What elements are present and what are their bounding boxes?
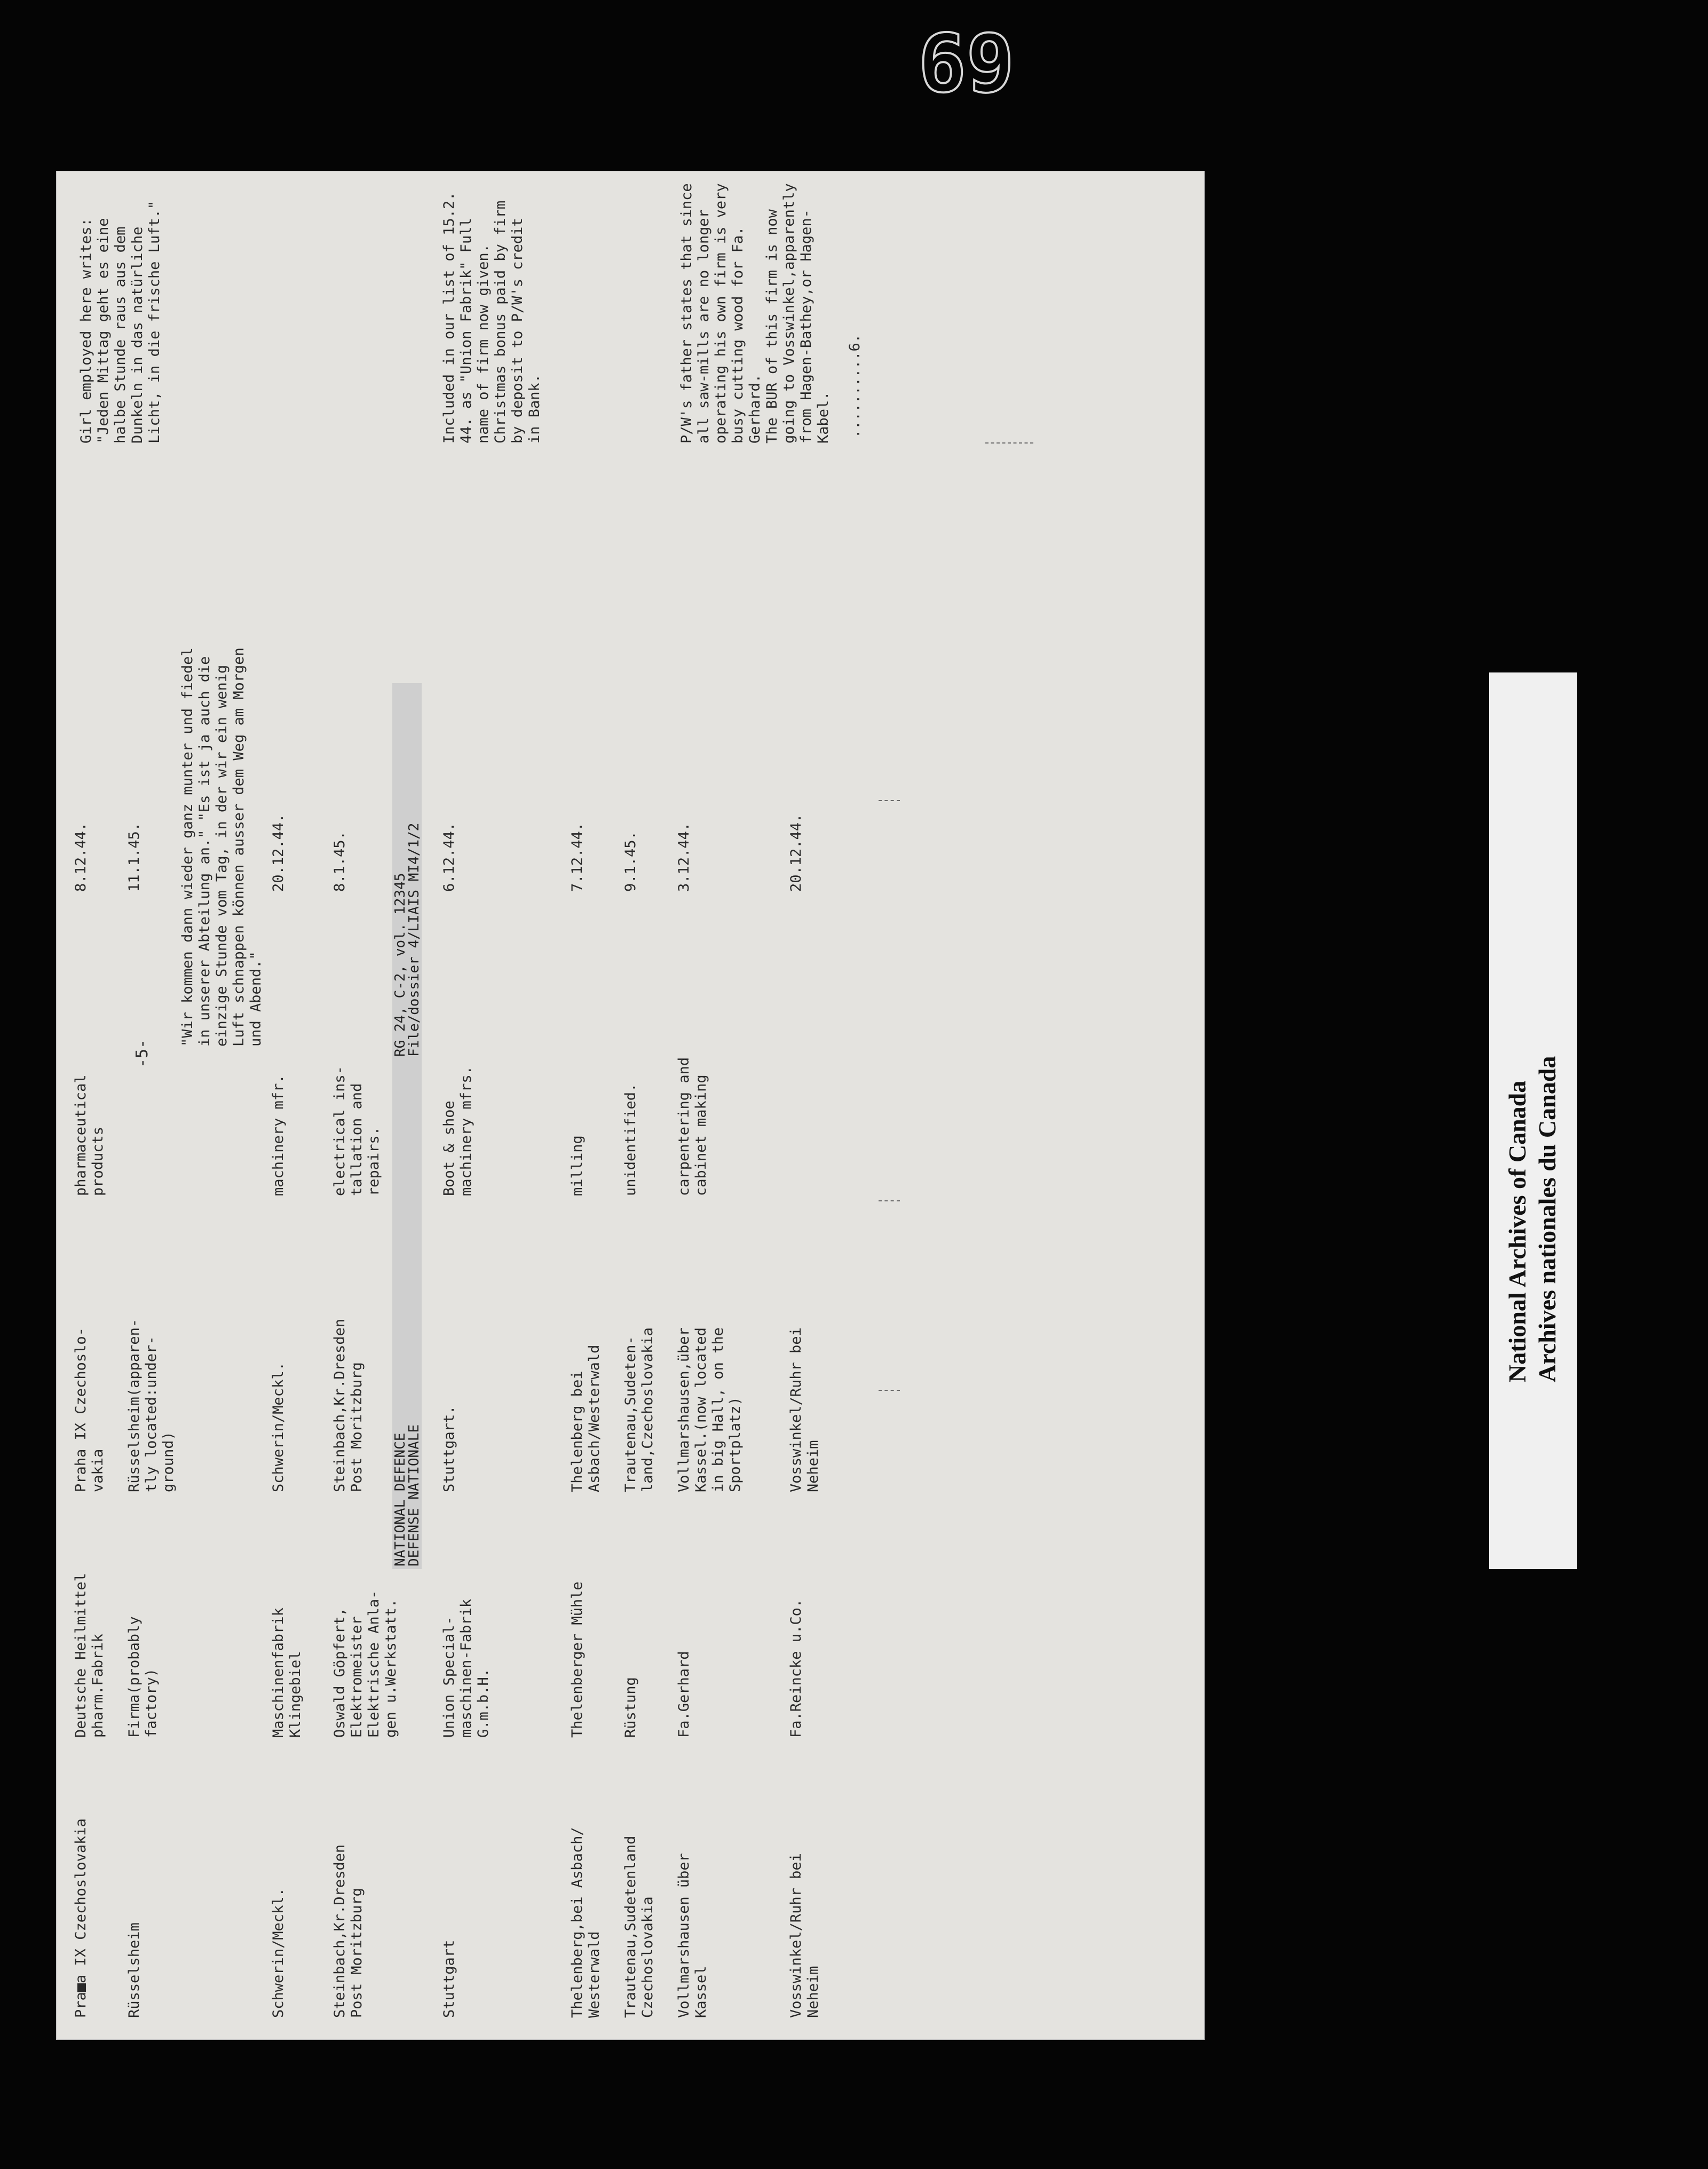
continuation-marker: ..........6. xyxy=(847,334,863,438)
row-3-place: Schwerin/Meckl. xyxy=(270,1888,287,2018)
row-6-place: Thelenberg,bei Asbach/ Westerwald xyxy=(569,1827,603,2018)
archive-line-national-defence: NATIONAL DEFENCE xyxy=(392,1432,408,1566)
row-5-firm: Union Special- maschinen-Fabrik G.m.b.H. xyxy=(441,1598,492,1738)
row-8-address: Vollmarshausen,über Kassel.(now located in big Hall, on the Sportplatz) xyxy=(676,1327,744,1492)
row-9-firm: Fa.Reincke u.Co. xyxy=(788,1598,804,1738)
row-1-place: Pra■a IX Czechoslovakia xyxy=(73,1818,89,2018)
archive-line-defense-nationale: DEFENSE NATIONALE xyxy=(406,1424,422,1566)
row-2-remarks-continued: "Wir kommen dann wieder ganz munter und fiedel in unserer Abteilung an." "Es ist ja auch die einzige Stunde vom Tag, in der wir ein wenig Luft schnappen können ausser dem Weg am Morgen und Abend." xyxy=(179,647,264,1047)
column-divider xyxy=(879,1390,900,1391)
row-6-product: milling xyxy=(569,1135,586,1196)
row-5-address: Stuttgart. xyxy=(441,1405,457,1492)
row-2-place: Rüsselsheim xyxy=(126,1922,143,2018)
row-4-place: Steinbach,Kr.Dresden Post Moritzburg xyxy=(331,1844,365,2018)
row-5-place: Stuttgart xyxy=(441,1940,457,2018)
row-9-address: Vosswinkel/Ruhr bei Neheim xyxy=(788,1327,821,1492)
archive-file-dossier: File/dossier 4/LIAIS MI4/1/2 xyxy=(406,822,422,1057)
archives-canada-stamp xyxy=(1489,672,1577,1569)
row-7-firm: Rüstung xyxy=(622,1677,639,1738)
row-1-product: pharmaceutical products xyxy=(73,1074,106,1196)
row-8-firm: Fa.Gerhard xyxy=(676,1651,692,1738)
row-1-address: Praha IX Czechoslo- vakia xyxy=(73,1327,106,1492)
column-divider xyxy=(985,442,1033,444)
archive-record-group: RG 24, C-2, vol. 12345 xyxy=(392,873,408,1057)
archive-reference-label xyxy=(392,683,422,1569)
row-4-product: electrical ins- tallation and repairs. xyxy=(331,1066,382,1196)
row-8-date: 3.12.44. xyxy=(676,822,692,892)
row-3-date: 20.12.44. xyxy=(270,813,287,892)
row-7-product: unidentified. xyxy=(622,1083,639,1196)
row-8-product: carpentering and cabinet making xyxy=(676,1057,709,1196)
column-divider xyxy=(879,1200,900,1201)
row-6-address: Thelenberg bei Asbach/Westerwald xyxy=(569,1344,603,1492)
document-page xyxy=(56,171,1205,2040)
row-4-date: 8.1.45. xyxy=(331,831,348,892)
row-7-address: Trautenau,Sudeten- land,Czechoslovakia xyxy=(622,1327,656,1492)
row-9-place: Vosswinkel/Ruhr bei Neheim xyxy=(788,1853,821,2018)
row-3-address: Schwerin/Meckl. xyxy=(270,1362,287,1492)
document-content xyxy=(57,171,1204,2039)
archive-file-reference xyxy=(393,823,421,1057)
archives-canada-french: Archives nationales du Canada xyxy=(1533,1056,1561,1382)
row-6-firm: Thelenberger Mühle xyxy=(569,1581,586,1738)
row-4-address: Steinbach,Kr.Dresden Post Moritzburg xyxy=(331,1318,365,1492)
row-8-place: Vollmarshausen über Kassel xyxy=(676,1853,709,2018)
archive-reference-text xyxy=(393,1424,421,1566)
row-2-remarks: Girl employed here writes: "Jeden Mittag geht es eine halbe Stunde raus aus dem Dunkeln in das natürliche Licht, in die frische Luft." xyxy=(78,200,163,444)
row-4-firm: Oswald Göpfert, Elektromeister Elektrische Anla- gen u.Werkstatt. xyxy=(331,1590,399,1738)
archives-canada-english: National Archives of Canada xyxy=(1504,1080,1531,1382)
row-2-address: Rüsselsheim(apparen- tly located:under- ground) xyxy=(126,1318,177,1492)
row-5-product: Boot & shoe machinery mfrs. xyxy=(441,1066,475,1196)
frame-number xyxy=(918,18,1100,110)
row-2-date: 11.1.45. xyxy=(126,822,143,892)
row-5-remarks: Included in our list of 15.2. 44. as "Union Fabrik" Full name of firm now given. Christmas bonus paid by firm by deposit to P/W's credit in Bank. xyxy=(441,192,543,444)
row-1-date: 8.12.44. xyxy=(73,822,89,892)
row-6-date: 7.12.44. xyxy=(569,822,586,892)
column-divider xyxy=(879,800,900,801)
row-7-place: Trautenau,Sudetenland Czechoslovakia xyxy=(622,1835,656,2018)
page-number: -5- xyxy=(133,1039,152,1068)
row-3-firm: Maschinenfabrik Klingebiel xyxy=(270,1608,304,1738)
frame-digit-6: 69 xyxy=(918,18,1015,110)
row-9-remarks: The BUR of this firm is now going to Vosswinkel,apparently from Hagen-Bathey,or Hagen- Kabel. xyxy=(764,183,832,444)
row-3-product: machinery mfr. xyxy=(270,1074,287,1196)
row-5-date: 6.12.44. xyxy=(441,822,457,892)
row-8-remarks: P/W's father states that since all saw-mills are no longer operating his own firm is very busy cutting wood for Fa. Gerhard. xyxy=(678,183,763,444)
archives-canada-stamp-text xyxy=(1503,1056,1562,1382)
row-1-firm: Deutsche Heilmittel pharm.Fabrik xyxy=(73,1573,106,1738)
row-2-firm: Firma(probably factory) xyxy=(126,1616,160,1738)
row-9-date: 20.12.44. xyxy=(788,813,804,892)
row-7-date: 9.1.45. xyxy=(622,831,639,892)
